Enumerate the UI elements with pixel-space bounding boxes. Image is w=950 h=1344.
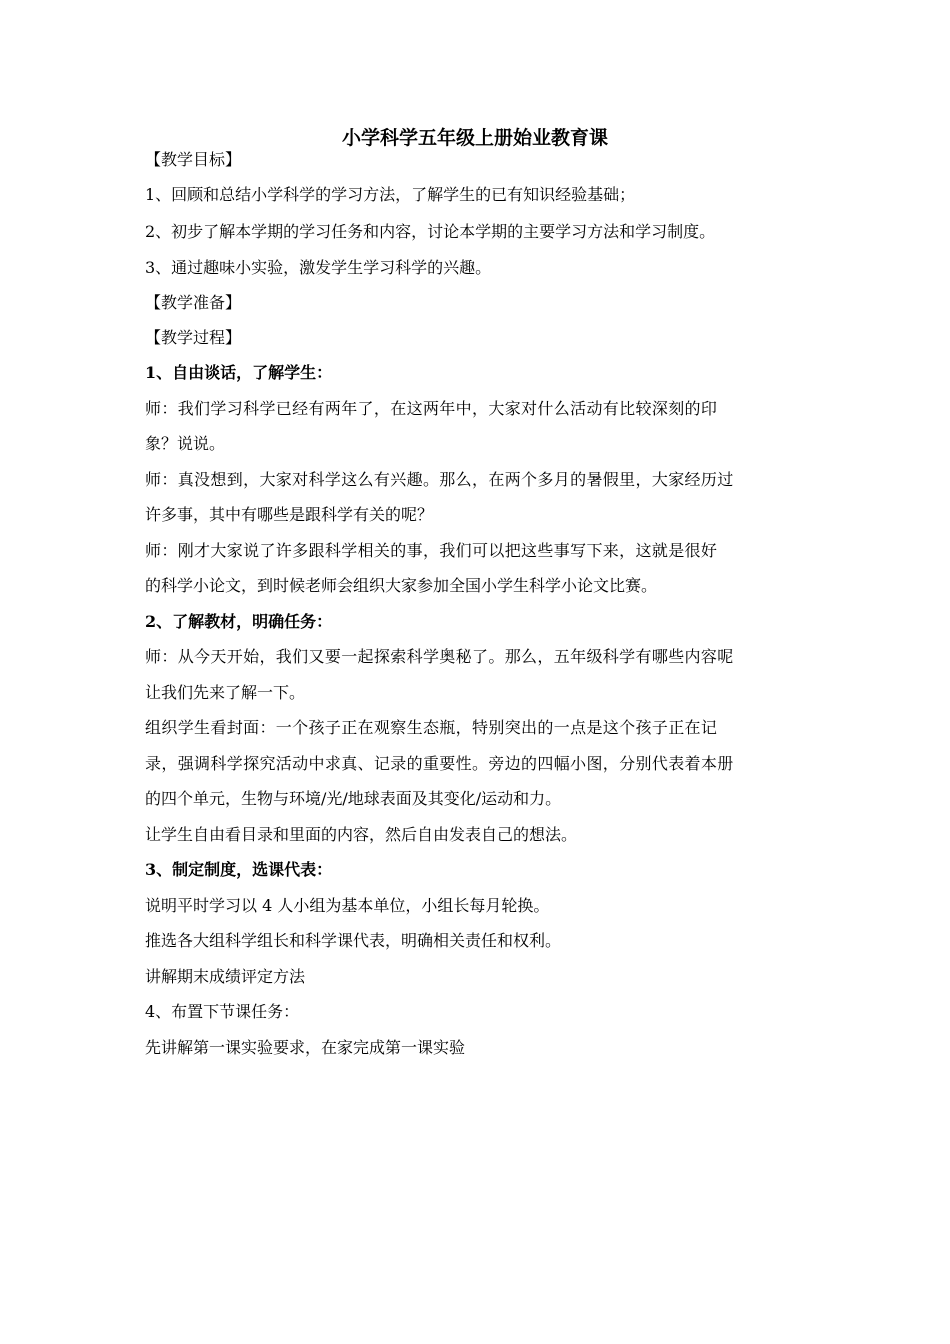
paragraph-line: 师：真没想到，大家对科学这么有兴趣。那么，在两个多月的暑假里，大家经历过 xyxy=(145,470,734,489)
paragraph-line: 许多事，其中有哪些是跟科学有关的呢？ xyxy=(145,505,434,524)
paragraph-line: 推选各大组科学组长和科学课代表，明确相关责任和权利。 xyxy=(145,931,562,950)
paragraph-line: 说明平时学习以 4 人小组为基本单位，小组长每月轮换。 xyxy=(145,896,550,915)
paragraph-line: 讲解期末成绩评定方法 xyxy=(145,967,306,986)
heading-teaching-process: 【教学过程】 xyxy=(145,328,242,347)
paragraph-line: 录，强调科学探究活动中求真、记录的重要性。旁边的四幅小图，分别代表着本册 xyxy=(145,754,734,773)
paragraph-line: 的科学小论文，到时候老师会组织大家参加全国小学生科学小论文比赛。 xyxy=(145,576,658,595)
section-heading-3: 3、制定制度，选课代表： xyxy=(145,860,333,879)
paragraph-line: 让我们先来了解一下。 xyxy=(145,683,306,702)
goal-item-3: 3、通过趣味小实验，激发学生学习科学的兴趣。 xyxy=(145,258,492,277)
goal-item-2: 2、初步了解本学期的学习任务和内容，讨论本学期的主要学习方法和学习制度。 xyxy=(145,222,716,241)
paragraph-line: 师：从今天开始，我们又要一起探索科学奥秘了。那么，五年级科学有哪些内容呢 xyxy=(145,647,734,666)
paragraph-line: 象？说说。 xyxy=(145,434,226,453)
document-title: 小学科学五年级上册始业教育课 xyxy=(341,127,608,149)
paragraph-line: 组织学生看封面：一个孩子正在观察生态瓶，特别突出的一点是这个孩子正在记 xyxy=(145,718,718,737)
section-heading-2: 2、了解教材，明确任务： xyxy=(145,612,333,631)
section-heading-1: 1、自由谈话，了解学生： xyxy=(145,363,333,382)
section-heading-4: 4、布置下节课任务： xyxy=(145,1002,300,1021)
goal-item-1: 1、回顾和总结小学科学的学习方法，了解学生的已有知识经验基础； xyxy=(145,185,636,204)
heading-teaching-goals: 【教学目标】 xyxy=(145,150,242,169)
paragraph-line: 先讲解第一课实验要求，在家完成第一课实验 xyxy=(145,1038,466,1057)
paragraph-line: 让学生自由看目录和里面的内容，然后自由发表自己的想法。 xyxy=(145,825,578,844)
paragraph-line: 的四个单元，生物与环境/光/地球表面及其变化/运动和力。 xyxy=(145,789,562,808)
paragraph-line: 师：刚才大家说了许多跟科学相关的事，我们可以把这些事写下来，这就是很好 xyxy=(145,541,718,560)
paragraph-line: 师：我们学习科学已经有两年了，在这两年中，大家对什么活动有比较深刻的印 xyxy=(145,399,718,418)
heading-teaching-preparation: 【教学准备】 xyxy=(145,293,242,312)
